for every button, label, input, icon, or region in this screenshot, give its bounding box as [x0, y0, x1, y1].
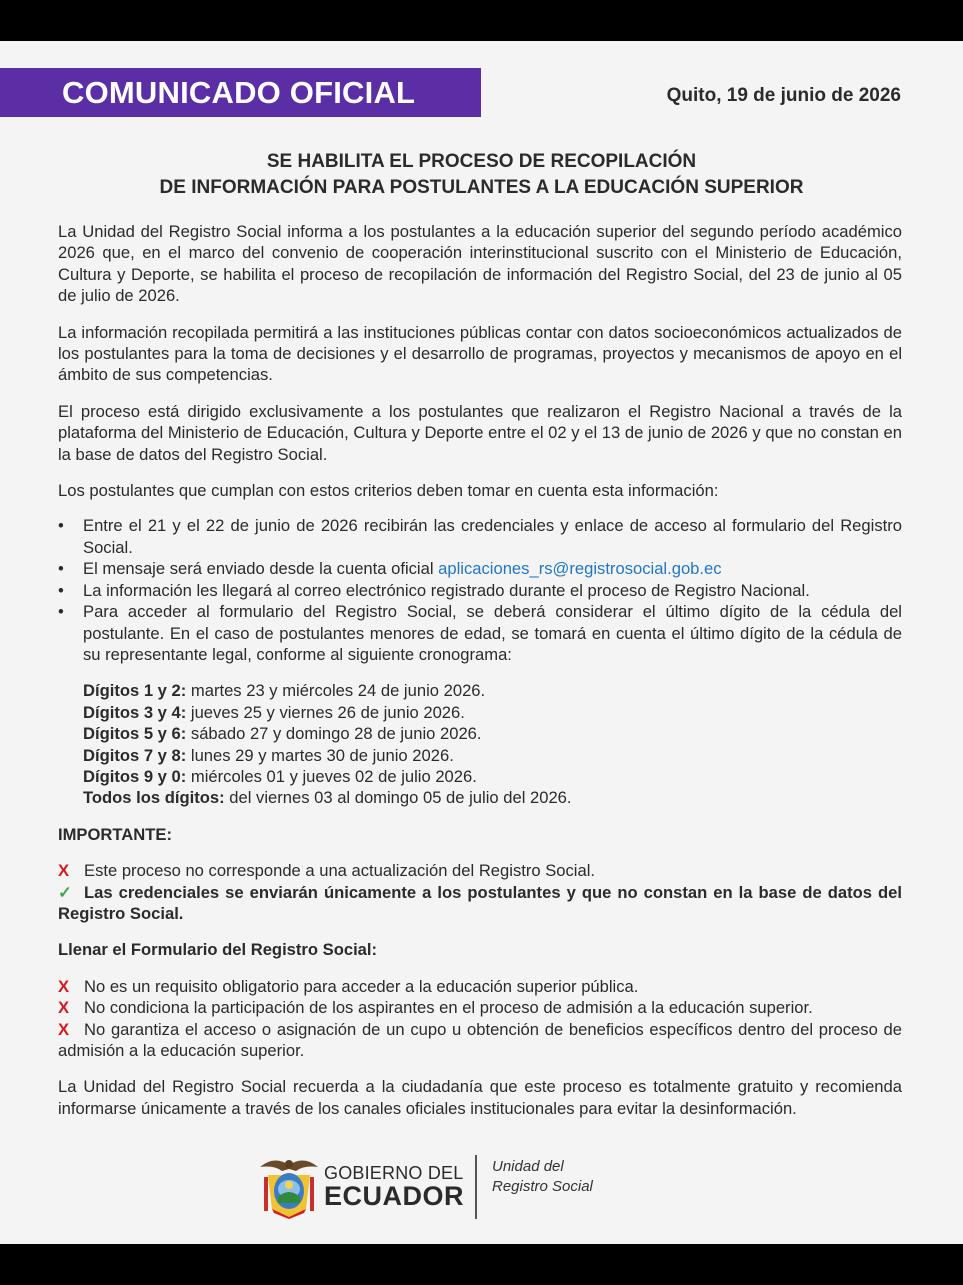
form-text: No garantiza el acceso o asignación de un cupo u obtención de beneficios específicos dentro del proceso de admisión a la educación superior.	[58, 1019, 902, 1060]
x-mark-icon: X	[58, 1019, 70, 1039]
schedule-row	[83, 766, 902, 787]
gobierno-text: GOBIERNO DEL	[324, 1163, 464, 1183]
form-item	[58, 997, 902, 1018]
list-item: • La información les llegará al correo electrónico registrado durante el proceso de Registro Nacional.	[58, 580, 902, 601]
form-item	[58, 976, 902, 997]
title-line-1: SE HABILITA EL PROCESO DE RECOPILACIÓN	[266, 151, 697, 172]
paragraph-4: Los postulantes que cumplan con estos criterios deben tomar en cuenta esta información:	[58, 481, 719, 501]
banner-title: COMUNICADO OFICIAL	[0, 68, 481, 117]
document-date: Quito, 19 de junio de 2026	[666, 85, 901, 106]
schedule-label: Dígitos 1 y 2:	[83, 681, 187, 701]
schedule-text: del viernes 03 al domingo 05 de julio del 2026.	[224, 788, 572, 808]
schedule-row	[83, 723, 902, 744]
schedule-row	[83, 680, 902, 701]
form-list	[58, 976, 902, 1062]
closing-paragraph: La Unidad del Registro Social recuerda a la ciudadanía que este proceso es totalmente gratuito y recomienda informarse únicamente a través de los canales oficiales institucionales para evitar la desinformación.	[58, 1077, 902, 1118]
form-item	[58, 1019, 902, 1062]
official-document	[0, 41, 963, 1244]
form-text: No es un requisito obligatorio para acceder a la educación superior pública.	[84, 976, 639, 996]
schedule-label: Dígitos 5 y 6:	[83, 724, 187, 744]
check-mark-icon: ✓	[58, 882, 72, 902]
schedule-text: martes 23 y miércoles 24 de junio 2026.	[186, 681, 486, 701]
schedule-row	[83, 702, 902, 723]
unit-line-2: Registro Social	[492, 1178, 593, 1195]
paragraph-3: El proceso está dirigido exclusivamente a los postulantes que realizaron el Registro Nacional a través de la plataforma del Ministerio de Educación, Cultura y Deporte entre el 02 y el 13 de junio de 2026 y que no constan en la base de datos del Registro Social.	[58, 401, 902, 464]
title-line-2: DE INFORMACIÓN PARA POSTULANTES A LA EDUCACIÓN SUPERIOR	[159, 177, 804, 198]
important-item	[58, 860, 902, 881]
schedule-row	[83, 745, 902, 766]
form-text: No condiciona la participación de los aspirantes en el proceso de admisión a la educación superior.	[84, 998, 813, 1018]
footer-divider	[475, 1155, 477, 1219]
schedule-label: Dígitos 9 y 0:	[83, 766, 187, 786]
list-item-text: El mensaje será enviado desde la cuenta oficial	[83, 559, 439, 579]
form-heading: Llenar el Formulario del Registro Social:	[58, 940, 378, 960]
x-mark-icon: X	[58, 998, 70, 1018]
paragraph-1: La Unidad del Registro Social informa a los postulantes a la educación superior del segundo período académico 2026 que, en el marco del convenio de cooperación interinstitucional suscrito con el Ministerio de Educación, Cultura y Deporte, se habilita el proceso de recopilación de información del Registro Social, del 23 de junio al 05 de julio de 2026.	[58, 222, 902, 306]
important-heading: IMPORTANTE:	[58, 824, 172, 844]
list-item	[58, 558, 902, 579]
ecuador-emblem-icon	[258, 1153, 320, 1219]
important-item	[58, 882, 902, 925]
list-item: • Entre el 21 y el 22 de junio de 2026 recibirán las credenciales y enlace de acceso al formulario del Registro Social.	[58, 515, 902, 558]
schedule-label: Dígitos 3 y 4:	[83, 702, 187, 722]
schedule-text: lunes 29 y martes 30 de junio 2026.	[186, 745, 454, 765]
x-mark-icon: X	[58, 976, 70, 996]
important-list	[58, 860, 902, 924]
important-text: Las credenciales se enviarán únicamente a los postulantes y que no constan en la base de datos del Registro Social.	[58, 882, 902, 923]
important-text: Este proceso no corresponde a una actualización del Registro Social.	[84, 861, 596, 881]
schedule-label: Dígitos 7 y 8:	[83, 745, 187, 765]
schedule-label: Todos los dígitos:	[83, 788, 225, 808]
schedule-row	[83, 787, 902, 808]
info-list	[58, 515, 902, 665]
unit-line-1: Unidad del	[492, 1158, 564, 1175]
unit-name	[492, 1157, 593, 1197]
schedule-text: miércoles 01 y jueves 02 de julio 2026.	[186, 766, 477, 786]
document-title	[0, 149, 963, 201]
schedule	[83, 680, 902, 808]
list-item: • Para acceder al formulario del Registro Social, se deberá considerar el último dígito de la cédula del postulante. En el caso de postulantes menores de edad, se tomará en cuenta el último dígito de la cédula de su representante legal, conforme al siguiente cronograma:	[58, 601, 902, 665]
email-link[interactable]: aplicaciones_rs@registrosocial.gob.ec	[438, 559, 722, 579]
ecuador-text: ECUADOR	[324, 1181, 465, 1211]
paragraph-2: La información recopilada permitirá a las instituciones públicas contar con datos socioeconómicos actualizados de los postulantes para la toma de decisiones y el desarrollo de programas, proyectos y mecanismos de apoyo en el ámbito de sus competencias.	[58, 322, 902, 385]
x-mark-icon: X	[58, 861, 70, 881]
document-body	[58, 221, 902, 1134]
footer-logo	[258, 1151, 658, 1221]
schedule-text: sábado 27 y domingo 28 de junio 2026.	[186, 724, 482, 744]
schedule-text: jueves 25 y viernes 26 de junio 2026.	[186, 702, 465, 722]
